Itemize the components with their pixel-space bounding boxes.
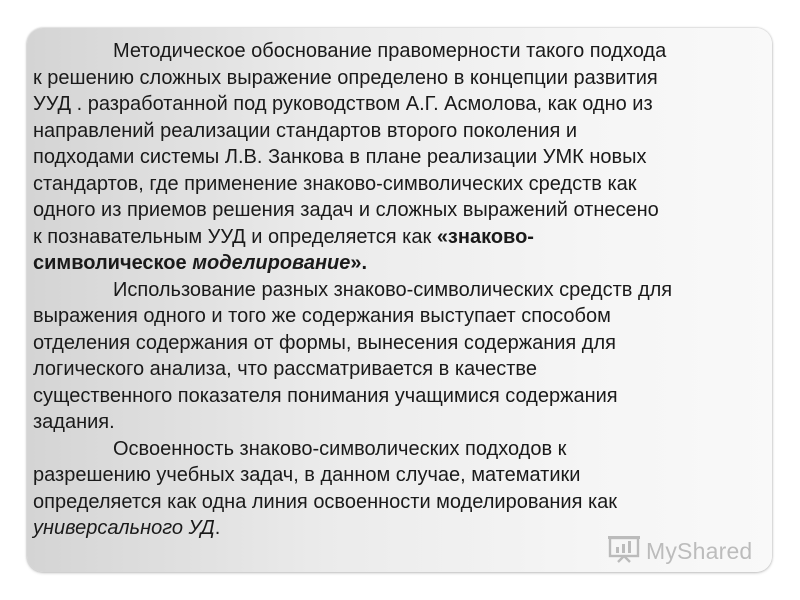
watermark-text: MyShared <box>646 537 753 564</box>
paragraph-2-line-5: существенного показателя понимания учащимися содержания <box>33 384 618 407</box>
paragraph-1-line-2: к решению сложных выражение определено в концепции развития <box>33 66 658 89</box>
paragraph-3-tail: . <box>214 517 221 539</box>
paragraph-2-line-4: логического анализа, что рассматривается в качестве <box>33 358 537 380</box>
term-bold-part-1: «знаково- <box>436 225 534 248</box>
term-bold-italic: моделирование <box>192 252 351 274</box>
presentation-board-icon <box>608 535 640 568</box>
myshared-watermark[interactable] <box>608 537 752 565</box>
paragraph-1-line-3: УУД . разработанной под руководством А.Г. Асмолова, как одно из <box>33 93 653 115</box>
paragraph-1-line-8-text: к познавательным УУД и определяется как <box>33 225 437 248</box>
slide-body-text <box>33 38 773 542</box>
paragraph-1-line-5: подходами системы Л.В. Занкова в плане реализации УМК новых <box>33 146 647 168</box>
paragraph-2-line-2: выражения одного и того же содержания выступает способом <box>33 305 611 327</box>
paragraph-1-line-6: стандартов, где применение знаково-символических средств как <box>33 172 637 195</box>
paragraph-2-line-6: задания. <box>33 411 115 433</box>
paragraph-3-italic: универсального УД <box>33 517 215 539</box>
paragraph-1-line-1: Методическое обоснование правомерности такого подхода <box>113 40 667 62</box>
paragraph-3-line-3: определяется как одна линия освоенности моделирования как <box>33 490 618 513</box>
paragraph-2-line-1: Использование разных знаково-символических средств для <box>113 278 673 301</box>
paragraph-2-line-3: отделения содержания от формы, вынесения содержания для <box>33 331 616 354</box>
paragraph-1-line-4: направлений реализации стандартов второго поколения и <box>33 119 578 142</box>
paragraph-1-line-9 <box>33 250 773 277</box>
term-bold-part-2: символическое <box>33 252 193 274</box>
paragraph-1-line-7: одного из приемов решения задач и сложных выражений отнесено <box>33 199 659 221</box>
term-bold-part-3: ». <box>350 252 368 274</box>
paragraph-3-line-1: Освоенность знаково-символических подходов к <box>113 437 567 460</box>
paragraph-1-line-8 <box>33 224 773 251</box>
paragraph-3-line-2: разрешению учебных задач, в данном случае, математики <box>33 464 581 486</box>
